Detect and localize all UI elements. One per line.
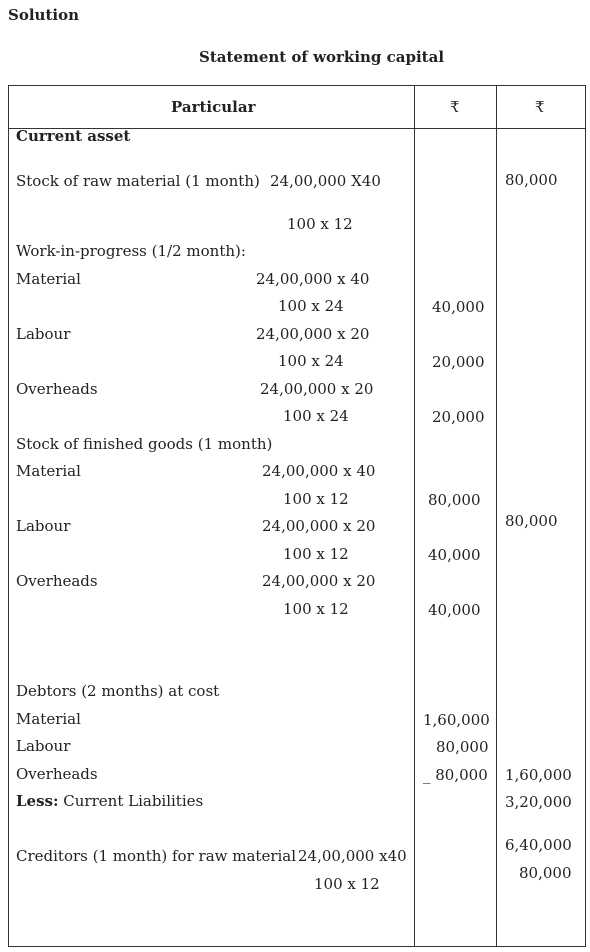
- debtors-label: Debtors (2 months) at cost: [16, 682, 220, 700]
- table-col-divider-2: [496, 85, 497, 947]
- debtors-labour-amount: 80,000: [436, 738, 489, 756]
- section-current-asset: Current asset: [16, 127, 131, 145]
- header-particular: Particular: [171, 98, 256, 116]
- debtors-material-label: Material: [16, 710, 81, 728]
- less-label: Current Liabilities: [58, 792, 204, 810]
- wip-overheads-label: Overheads: [16, 380, 98, 398]
- table-col-divider-1: [414, 85, 415, 947]
- finished-material-numerator: 24,00,000 x 40: [262, 462, 376, 480]
- wip-overheads-amount: 20,000: [432, 408, 485, 426]
- table-border-right: [585, 85, 586, 947]
- wip-overheads-denominator: 100 x 24: [283, 407, 349, 425]
- finished-overheads-numerator: 24,00,000 x 20: [262, 572, 376, 590]
- debtors-material-amount: 1,60,000: [423, 711, 490, 729]
- finished-overheads-label: Overheads: [16, 572, 98, 590]
- finished-labour-denominator: 100 x 12: [283, 545, 349, 563]
- wip-label: Work-in-progress (1/2 month):: [16, 242, 246, 260]
- finished-material-label: Material: [16, 462, 81, 480]
- debtors-overheads-amount: _ 80,000: [423, 766, 488, 784]
- wip-labour-amount: 20,000: [432, 353, 485, 371]
- net-value: 6,40,000: [505, 836, 572, 854]
- less-prefix: Less:: [16, 792, 59, 810]
- wip-labour-numerator: 24,00,000 x 20: [256, 325, 370, 343]
- creditors-label: Creditors (1 month) for raw material: [16, 847, 297, 865]
- finished-material-denominator: 100 x 12: [283, 490, 349, 508]
- table-border-top: [8, 85, 586, 86]
- wip-overheads-numerator: 24,00,000 x 20: [260, 380, 374, 398]
- finished-labour-numerator: 24,00,000 x 20: [262, 517, 376, 535]
- wip-material-denominator: 100 x 24: [278, 297, 344, 315]
- total-current-assets: 3,20,000: [505, 793, 572, 811]
- wip-material-label: Material: [16, 270, 81, 288]
- raw-material-denominator: 100 x 12: [287, 215, 353, 233]
- finished-labour-label: Labour: [16, 517, 71, 535]
- solution-heading: Solution: [8, 6, 79, 24]
- finished-overheads-denominator: 100 x 12: [283, 600, 349, 618]
- statement-title: Statement of working capital: [199, 48, 445, 66]
- creditors-amount: 80,000: [519, 864, 572, 882]
- debtors-overheads-label: Overheads: [16, 765, 98, 783]
- raw-material-amount: 80,000: [505, 171, 558, 189]
- header-rupee-1: ₹: [450, 98, 460, 116]
- less-current-liabilities: [16, 792, 203, 810]
- debtors-total-amount: 1,60,000: [505, 766, 572, 784]
- raw-material-label: Stock of raw material (1 month): [16, 172, 260, 190]
- table-border-bottom: [8, 946, 586, 947]
- debtors-labour-label: Labour: [16, 737, 71, 755]
- finished-goods-label: Stock of finished goods (1 month): [16, 435, 273, 453]
- wip-material-amount: 40,000: [432, 298, 485, 316]
- finished-material-amount: 80,000: [428, 491, 481, 509]
- raw-material-numerator: 24,00,000 X40: [270, 172, 381, 190]
- finished-goods-amount: 80,000: [505, 512, 558, 530]
- finished-overheads-amount: 40,000: [428, 601, 481, 619]
- wip-material-numerator: 24,00,000 x 40: [256, 270, 370, 288]
- creditors-numerator: 24,00,000 x40: [298, 847, 407, 865]
- finished-labour-amount: 40,000: [428, 546, 481, 564]
- table-border-left: [8, 85, 9, 947]
- header-rupee-2: ₹: [535, 98, 545, 116]
- creditors-denominator: 100 x 12: [314, 875, 380, 893]
- wip-labour-denominator: 100 x 24: [278, 352, 344, 370]
- wip-labour-label: Labour: [16, 325, 71, 343]
